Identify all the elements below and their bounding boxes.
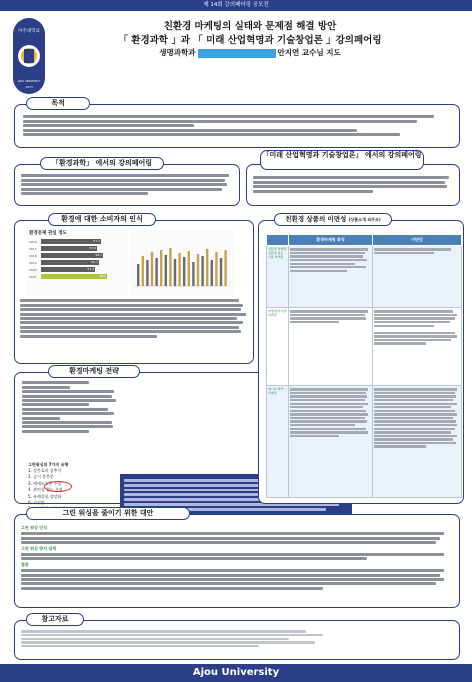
column-bar <box>146 260 148 286</box>
poster-title: 친환경 마케팅의 실태와 문제점 해결 방안 <box>163 21 337 32</box>
column-bar <box>188 251 190 286</box>
duality-header: 친환경 상품의 이면성 (상품소개 외주조) <box>274 213 392 226</box>
chart-row: 2017 53.9 <box>29 246 96 251</box>
table-row: 재생/업사이클 마케팅 <box>267 308 462 386</box>
references-header: 참고자료 <box>26 613 84 626</box>
env-science-header: 「환경과학」 에서의 강의페어링 <box>40 157 164 170</box>
poster-subtitle: 「 환경과학 」과 「 미래 산업혁명과 기술창업론 」강의페어링 <box>118 35 382 46</box>
column-bar <box>201 256 203 286</box>
green-sub2: 그린 워싱 방지 대책 <box>21 545 57 551</box>
chart-row: 2018 58.3 <box>29 253 102 258</box>
greenwashing-item: 2. 증거 불충분 <box>28 474 54 480</box>
highlight-oval <box>44 481 72 492</box>
greenwashing-types <box>28 462 118 513</box>
seal-name: 아주대학교 <box>18 29 40 34</box>
green-header: 그린 워싱을 줄이기 위한 대안 <box>26 507 190 520</box>
top-banner: 제 14회 강의페어링 공모전 <box>0 0 472 11</box>
column-bar <box>206 249 208 286</box>
chart-row: 2020 51.2 <box>29 267 94 272</box>
column-bar <box>174 259 176 286</box>
column-bar <box>215 252 217 286</box>
greenwashing-item: 6. 거짓말 <box>28 500 45 506</box>
redacted-name <box>198 49 276 58</box>
column-bar <box>220 258 222 286</box>
chart-row: 2016 57.1 <box>29 239 100 244</box>
column-bar <box>151 252 153 286</box>
consumer-column-chart <box>131 230 233 296</box>
table-header: 이면성 <box>373 235 462 246</box>
column-bar <box>211 260 213 286</box>
green-sub3: 결론 <box>21 561 29 567</box>
marketing-header: 환경마케팅 전략 <box>48 365 140 378</box>
table-header: 환경마케팅 특징 <box>289 235 373 246</box>
greenwashing-item: 4. 관련성 없는 주장 <box>28 487 63 493</box>
column-bar <box>155 258 157 286</box>
column-bar <box>137 264 139 286</box>
greenwashing-item: 1. 상충효과 감추기 <box>28 468 62 473</box>
author-line <box>60 47 440 58</box>
seal-latin: AJOU UNIVERSITY <box>17 80 41 83</box>
author-department: 생명과학과 <box>159 48 196 57</box>
env-science-box <box>14 164 240 206</box>
chart-row: 2019 55.1 <box>29 260 98 265</box>
greenwashing-heading: 그린워싱의 7가지 유형 <box>28 462 69 467</box>
purpose-header: 목적 <box>26 97 90 110</box>
table-header <box>267 235 289 246</box>
chart-row: 2021 56.2 <box>29 274 106 279</box>
advisor: 안지연 교수님 지도 <box>277 48 341 57</box>
references-box <box>14 620 460 660</box>
marketing-duality-table <box>266 234 462 498</box>
seal-year: 1973 <box>25 85 33 89</box>
column-bar <box>160 250 162 286</box>
table-row: 친환경 마케팅 친환경 원료 사용 마케팅 <box>267 246 462 308</box>
future-industry-box <box>246 164 460 206</box>
purpose-box <box>14 104 460 148</box>
university-seal-logo <box>10 16 48 96</box>
column-bar <box>192 262 194 286</box>
column-bar <box>197 254 199 286</box>
strategy-intro <box>22 380 118 434</box>
concern-bar-chart <box>26 228 128 296</box>
chart-title: 환경문제 관심 정도 <box>29 231 67 236</box>
greenwashing-item: 5. 유해상품 정당화 <box>28 493 62 499</box>
column-bar <box>169 248 171 286</box>
column-bar <box>142 256 144 286</box>
green-sub1: 그린 워싱 인식 <box>21 525 47 530</box>
column-bar <box>178 253 180 286</box>
green-box <box>14 514 460 608</box>
column-bar <box>224 250 226 286</box>
table-row: 에너지 절약 마케팅 <box>267 386 462 498</box>
greenwashing-item: 3. 애매모호한 주장 <box>28 480 62 486</box>
footer-university: Ajou University <box>0 664 472 682</box>
consumer-header: 환경에 대한 소비자의 인식 <box>48 213 156 226</box>
future-industry-header: 「미래 산업혁명과 기술창업론」 에서의 강의페어링 <box>260 150 424 170</box>
consumer-text <box>18 298 250 339</box>
column-bar <box>165 255 167 286</box>
column-bar <box>183 257 185 286</box>
